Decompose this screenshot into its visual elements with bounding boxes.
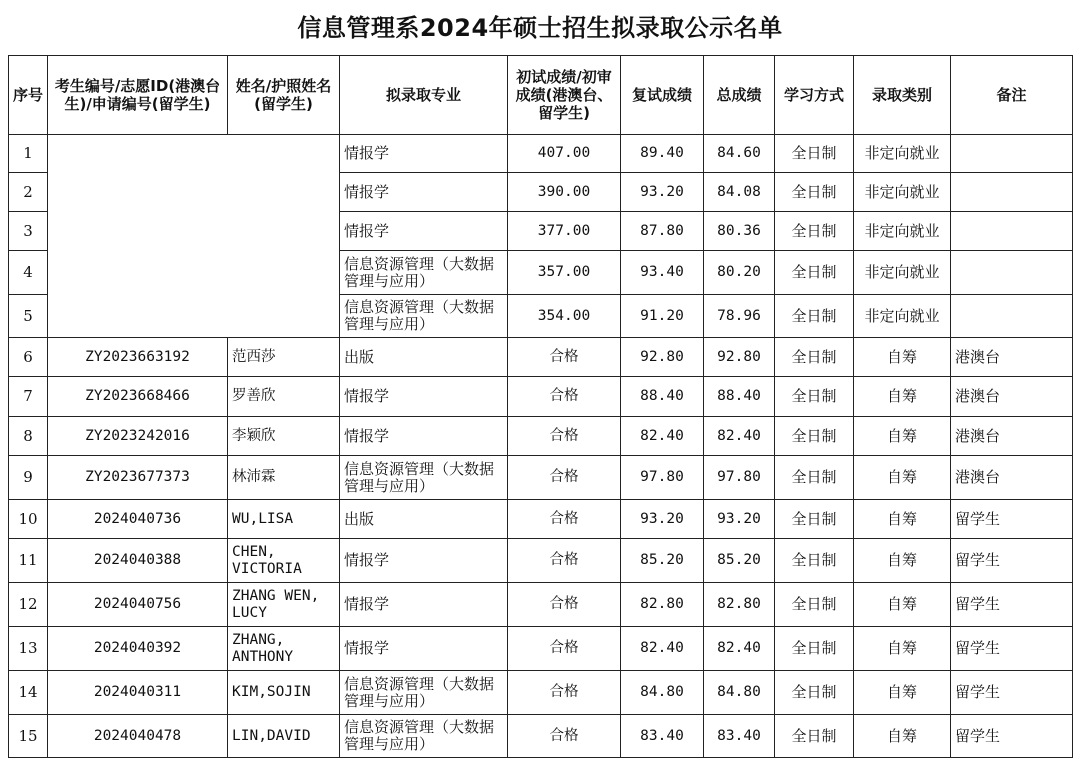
row-category: 非定向就业 (854, 135, 951, 173)
row-seq: 6 (9, 338, 48, 377)
row-initial-score: 合格 (508, 627, 621, 671)
table-row (9, 539, 1073, 583)
row-study-mode: 全日制 (775, 627, 854, 671)
header-category: 录取类别 (854, 56, 951, 135)
row-major: 情报学 (340, 539, 508, 583)
row-remark: 港澳台 (951, 417, 1073, 456)
row-study-mode: 全日制 (775, 715, 854, 758)
row-category: 非定向就业 (854, 212, 951, 251)
row-retest-score: 88.40 (621, 377, 704, 417)
row-study-mode: 全日制 (775, 417, 854, 456)
row-category: 自筹 (854, 456, 951, 500)
row-seq: 15 (9, 715, 48, 758)
header-seq: 序号 (9, 56, 48, 135)
row-category: 自筹 (854, 500, 951, 539)
row-total-score: 82.80 (704, 583, 775, 627)
row-retest-score: 93.20 (621, 173, 704, 212)
row-retest-score: 82.40 (621, 627, 704, 671)
row-seq: 3 (9, 212, 48, 251)
row-exam-id: 2024040736 (48, 500, 228, 539)
row-exam-id: 2024040478 (48, 715, 228, 758)
row-major: 情报学 (340, 173, 508, 212)
row-seq: 4 (9, 251, 48, 295)
row-name: WU,LISA (228, 500, 340, 539)
table-header-row (9, 56, 1073, 135)
table-row (9, 338, 1073, 377)
row-seq: 5 (9, 295, 48, 338)
row-seq: 12 (9, 583, 48, 627)
row-retest-score: 82.40 (621, 417, 704, 456)
row-retest-score: 91.20 (621, 295, 704, 338)
row-remark: 留学生 (951, 671, 1073, 715)
row-total-score: 84.60 (704, 135, 775, 173)
header-retest-score: 复试成绩 (621, 56, 704, 135)
row-name: 罗善欣 (228, 377, 340, 417)
row-total-score: 80.20 (704, 251, 775, 295)
row-remark (951, 212, 1073, 251)
row-total-score: 92.80 (704, 338, 775, 377)
row-retest-score: 93.40 (621, 251, 704, 295)
row-major: 情报学 (340, 583, 508, 627)
row-total-score: 84.80 (704, 671, 775, 715)
row-major: 信息资源管理（大数据管理与应用） (340, 715, 508, 758)
row-remark: 港澳台 (951, 456, 1073, 500)
redacted-block (48, 135, 340, 338)
table-row (9, 456, 1073, 500)
row-seq: 10 (9, 500, 48, 539)
row-name: 李颖欣 (228, 417, 340, 456)
row-study-mode: 全日制 (775, 212, 854, 251)
row-retest-score: 93.20 (621, 500, 704, 539)
row-exam-id: 2024040756 (48, 583, 228, 627)
row-exam-id: ZY2023242016 (48, 417, 228, 456)
row-major: 信息资源管理（大数据管理与应用） (340, 456, 508, 500)
row-remark: 港澳台 (951, 377, 1073, 417)
row-initial-score: 合格 (508, 583, 621, 627)
row-total-score: 78.96 (704, 295, 775, 338)
admission-list-table (8, 55, 1073, 758)
row-retest-score: 84.80 (621, 671, 704, 715)
row-initial-score: 合格 (508, 456, 621, 500)
row-major: 情报学 (340, 627, 508, 671)
row-category: 自筹 (854, 715, 951, 758)
table-row (9, 500, 1073, 539)
row-study-mode: 全日制 (775, 456, 854, 500)
row-remark (951, 251, 1073, 295)
row-initial-score: 合格 (508, 539, 621, 583)
row-category: 自筹 (854, 671, 951, 715)
row-seq: 11 (9, 539, 48, 583)
row-retest-score: 82.80 (621, 583, 704, 627)
row-initial-score: 合格 (508, 671, 621, 715)
row-category: 自筹 (854, 583, 951, 627)
header-major: 拟录取专业 (340, 56, 508, 135)
row-category: 非定向就业 (854, 295, 951, 338)
table-row (9, 583, 1073, 627)
row-initial-score: 合格 (508, 715, 621, 758)
row-major: 出版 (340, 338, 508, 377)
page-title: 信息管理系2024年硕士招生拟录取公示名单 (297, 14, 783, 42)
row-seq: 7 (9, 377, 48, 417)
row-category: 非定向就业 (854, 251, 951, 295)
row-study-mode: 全日制 (775, 583, 854, 627)
row-seq: 2 (9, 173, 48, 212)
row-name: LIN,DAVID (228, 715, 340, 758)
row-study-mode: 全日制 (775, 539, 854, 583)
row-initial-score: 合格 (508, 338, 621, 377)
row-name: KIM,SOJIN (228, 671, 340, 715)
row-name: 范西莎 (228, 338, 340, 377)
row-category: 自筹 (854, 377, 951, 417)
row-total-score: 80.36 (704, 212, 775, 251)
row-major: 信息资源管理（大数据管理与应用） (340, 671, 508, 715)
row-remark: 留学生 (951, 715, 1073, 758)
row-major: 信息资源管理（大数据管理与应用） (340, 295, 508, 338)
row-remark (951, 173, 1073, 212)
row-category: 自筹 (854, 539, 951, 583)
row-name: ZHANG WEN, LUCY (228, 583, 340, 627)
row-remark: 留学生 (951, 500, 1073, 539)
row-initial-score: 合格 (508, 500, 621, 539)
header-initial-score: 初试成绩/初审成绩(港澳台、留学生) (508, 56, 621, 135)
table-body (9, 135, 1073, 758)
row-study-mode: 全日制 (775, 251, 854, 295)
row-total-score: 84.08 (704, 173, 775, 212)
header-remark: 备注 (951, 56, 1073, 135)
row-total-score: 82.40 (704, 627, 775, 671)
row-total-score: 88.40 (704, 377, 775, 417)
row-initial-score: 357.00 (508, 251, 621, 295)
row-initial-score: 合格 (508, 417, 621, 456)
row-total-score: 82.40 (704, 417, 775, 456)
row-retest-score: 89.40 (621, 135, 704, 173)
row-initial-score: 390.00 (508, 173, 621, 212)
row-seq: 14 (9, 671, 48, 715)
row-category: 自筹 (854, 627, 951, 671)
row-major: 情报学 (340, 135, 508, 173)
row-initial-score: 354.00 (508, 295, 621, 338)
header-name: 姓名/护照姓名(留学生) (228, 56, 340, 135)
row-major: 情报学 (340, 417, 508, 456)
row-study-mode: 全日制 (775, 500, 854, 539)
row-study-mode: 全日制 (775, 173, 854, 212)
row-retest-score: 97.80 (621, 456, 704, 500)
row-remark (951, 135, 1073, 173)
row-study-mode: 全日制 (775, 338, 854, 377)
row-exam-id: ZY2023677373 (48, 456, 228, 500)
row-name: 林沛霖 (228, 456, 340, 500)
table-row (9, 135, 1073, 173)
row-category: 自筹 (854, 417, 951, 456)
row-seq: 9 (9, 456, 48, 500)
row-retest-score: 87.80 (621, 212, 704, 251)
row-total-score: 83.40 (704, 715, 775, 758)
row-retest-score: 85.20 (621, 539, 704, 583)
row-study-mode: 全日制 (775, 295, 854, 338)
row-initial-score: 407.00 (508, 135, 621, 173)
row-category: 自筹 (854, 338, 951, 377)
row-name: ZHANG, ANTHONY (228, 627, 340, 671)
row-exam-id: 2024040311 (48, 671, 228, 715)
row-exam-id: 2024040392 (48, 627, 228, 671)
row-major: 情报学 (340, 377, 508, 417)
row-retest-score: 83.40 (621, 715, 704, 758)
row-seq: 1 (9, 135, 48, 173)
row-major: 情报学 (340, 212, 508, 251)
header-total-score: 总成绩 (704, 56, 775, 135)
row-remark: 港澳台 (951, 338, 1073, 377)
table-row (9, 627, 1073, 671)
row-study-mode: 全日制 (775, 671, 854, 715)
row-remark (951, 295, 1073, 338)
row-major: 出版 (340, 500, 508, 539)
row-total-score: 93.20 (704, 500, 775, 539)
header-study-mode: 学习方式 (775, 56, 854, 135)
row-total-score: 85.20 (704, 539, 775, 583)
row-seq: 8 (9, 417, 48, 456)
row-name: CHEN, VICTORIA (228, 539, 340, 583)
row-retest-score: 92.80 (621, 338, 704, 377)
row-seq: 13 (9, 627, 48, 671)
table-row (9, 417, 1073, 456)
row-remark: 留学生 (951, 539, 1073, 583)
row-remark: 留学生 (951, 627, 1073, 671)
table-row (9, 377, 1073, 417)
row-initial-score: 377.00 (508, 212, 621, 251)
row-study-mode: 全日制 (775, 135, 854, 173)
row-exam-id: ZY2023663192 (48, 338, 228, 377)
row-major: 信息资源管理（大数据管理与应用） (340, 251, 508, 295)
table-row (9, 671, 1073, 715)
header-exam-id: 考生编号/志愿ID(港澳台生)/申请编号(留学生) (48, 56, 228, 135)
row-exam-id: ZY2023668466 (48, 377, 228, 417)
row-category: 非定向就业 (854, 173, 951, 212)
table-row (9, 715, 1073, 758)
row-exam-id: 2024040388 (48, 539, 228, 583)
row-study-mode: 全日制 (775, 377, 854, 417)
row-remark: 留学生 (951, 583, 1073, 627)
row-initial-score: 合格 (508, 377, 621, 417)
row-total-score: 97.80 (704, 456, 775, 500)
